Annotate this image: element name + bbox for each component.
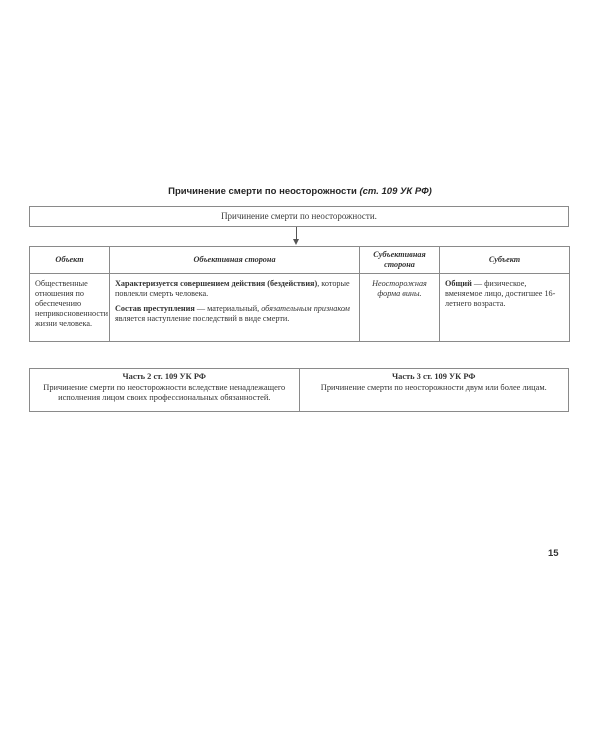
title-main: Причинение смерти по неосторожности (168, 186, 360, 197)
cell-subjective-side: Неосторожная форма вины. (360, 274, 440, 342)
cell-objective-side (110, 274, 360, 342)
crime-name-box: Причинение смерти по неосторожности. (29, 206, 569, 227)
crime-elements-table (29, 246, 570, 342)
arrow-down-icon (293, 239, 299, 245)
part-2-block (30, 369, 299, 411)
subject-text: — физическое, вменяемое лицо, достигшее 16-летнего возраста. (445, 279, 556, 308)
page-title (0, 186, 600, 197)
table-row (30, 274, 570, 342)
header-object: Объект (30, 247, 110, 274)
header-objective-side: Объективная сторона (110, 247, 360, 274)
cell-object: Общественные отношения по обеспечению неприкосновенности жизни человека. (30, 274, 110, 342)
objective-side-bold-1: Характеризуется совершением действия (бездействия) (115, 279, 318, 288)
cell-subject (440, 274, 570, 342)
part-2-title: Часть 2 ст. 109 УК РФ (122, 372, 206, 381)
title-article-ref: (ст. 109 УК РФ) (359, 186, 432, 197)
part-3-block (299, 369, 569, 411)
objective-side-text-1: , которые повлекли смерть человека. (115, 279, 350, 298)
objective-side-bold-2: Состав преступления (115, 304, 195, 313)
objective-side-text-2b: является наступление последствий в виде смерти. (115, 314, 290, 323)
objective-side-text-2a: — материальный, (194, 304, 262, 313)
objective-side-paragraph-1 (115, 279, 354, 299)
part-3-text: Причинение смерти по неосторожности двум или более лицам. (320, 382, 547, 392)
part-3-title: Часть 3 ст. 109 УК РФ (392, 372, 476, 381)
objective-side-paragraph-2 (115, 304, 354, 324)
page-number: 15 (548, 548, 559, 559)
subject-bold: Общий (445, 279, 472, 288)
objective-side-italic: обязательным признаком (261, 304, 350, 313)
header-subject: Субъект (440, 247, 570, 274)
header-subjective-side: Субъективная сторона (360, 247, 440, 274)
part-2-text: Причинение смерти по неосторожности вследствие ненадлежащего исполнения лицом своих профессиональных обязанностей. (43, 382, 286, 402)
article-parts-box (29, 368, 569, 412)
table-header-row (30, 247, 570, 274)
